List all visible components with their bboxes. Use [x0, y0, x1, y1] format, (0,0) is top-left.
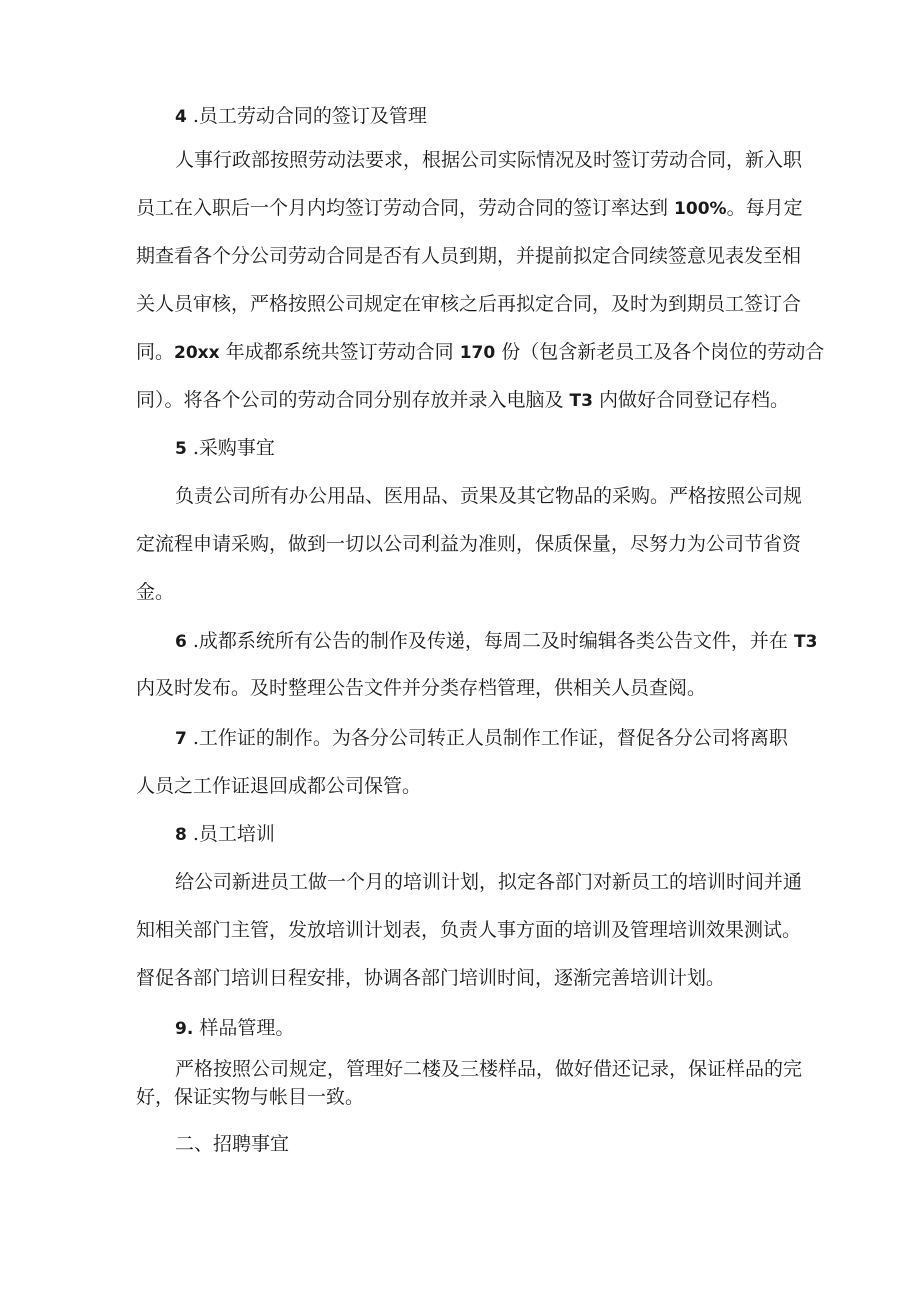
- section-number: 8: [175, 825, 187, 845]
- text-segment: 份（包含新老员工及各个岗位的劳动合: [495, 341, 825, 363]
- paragraph-line: 督促各部门培训日程安排，协调各部门培训时间，逐渐完善培训计划。: [136, 967, 726, 989]
- system-name: T3: [793, 632, 818, 652]
- paragraph-line: 关人员审核，严格按照公司规定在审核之后再拟定合同，及时为到期员工签订合: [136, 293, 802, 315]
- section-title: .员工培训: [186, 823, 275, 845]
- paragraph-line: [136, 386, 789, 415]
- year-value: 20xx: [174, 343, 220, 363]
- section-number: 7: [175, 729, 187, 749]
- section-title: .员工劳动合同的签订及管理: [186, 105, 427, 127]
- section-title: 样品管理。: [193, 1017, 295, 1039]
- paragraph-line: 金。: [136, 581, 175, 603]
- text-segment: 年成都系统共签订劳动合同: [219, 341, 460, 363]
- section-number: 5: [175, 439, 187, 459]
- text-segment: 员工在入职后一个月内均签订劳动合同，劳动合同的签订率达到: [136, 197, 675, 219]
- section-6-heading: [175, 627, 817, 656]
- section-9-heading: [175, 1014, 294, 1043]
- text-segment: 同）。将各个公司的劳动合同分别存放并录入电脑及: [136, 389, 570, 411]
- paragraph-line: [136, 194, 803, 223]
- text-segment: .成都系统所有公告的制作及传递，每周二及时编辑各类公告文件，并在: [186, 630, 794, 652]
- paragraph-line: 知相关部门主管，发放培训计划表，负责人事方面的培训及管理培训效果测试。: [136, 919, 802, 941]
- text-segment: 内做好合同登记存档。: [592, 389, 790, 411]
- section-number: 6: [175, 632, 187, 652]
- paragraph-line: 负责公司所有办公用品、医用品、贡果及其它物品的采购。严格按照公司规: [175, 485, 803, 507]
- percentage-value: 100%: [674, 199, 727, 219]
- system-name: T3: [569, 391, 593, 411]
- paragraph-line: 内及时发布。及时整理公告文件并分类存档管理，供相关人员查阅。: [136, 677, 707, 699]
- section-number: 9.: [175, 1019, 194, 1039]
- section-title: .采购事宜: [186, 437, 275, 459]
- text-segment: 同。: [136, 341, 175, 363]
- text-segment: 。每月定: [726, 197, 803, 219]
- paragraph-line: 定流程申请采购，做到一切以公司利益为准则，保质保量，尽努力为公司节省资: [136, 533, 802, 555]
- paragraph-line: 严格按照公司规定，管理好二楼及三楼样品，做好借还记录，保证样品的完: [175, 1058, 803, 1080]
- recruitment-heading: 二、招聘事宜: [175, 1133, 290, 1155]
- paragraph-line: 给公司新进员工做一个月的培训计划，拟定各部门对新员工的培训时间并通: [175, 871, 803, 893]
- section-8-heading: [175, 820, 275, 849]
- section-number: 4: [175, 107, 187, 127]
- paragraph-line: 期查看各个分公司劳动合同是否有人员到期，并提前拟定合同续签意见表发至相: [136, 245, 802, 267]
- text-segment: .工作证的制作。为各分公司转正人员制作工作证，督促各分公司将离职: [186, 727, 788, 749]
- section-4-heading: [175, 102, 427, 131]
- paragraph-line: 人员之工作证退回成都公司保管。: [136, 775, 422, 797]
- paragraph-line: 好，保证实物与帐目一致。: [136, 1086, 365, 1108]
- paragraph-line: 人事行政部按照劳动法要求，根据公司实际情况及时签订劳动合同，新入职: [175, 149, 803, 171]
- section-7-heading: [175, 724, 788, 753]
- count-value: 170: [459, 343, 496, 363]
- section-5-heading: [175, 434, 275, 463]
- paragraph-line: [136, 338, 824, 367]
